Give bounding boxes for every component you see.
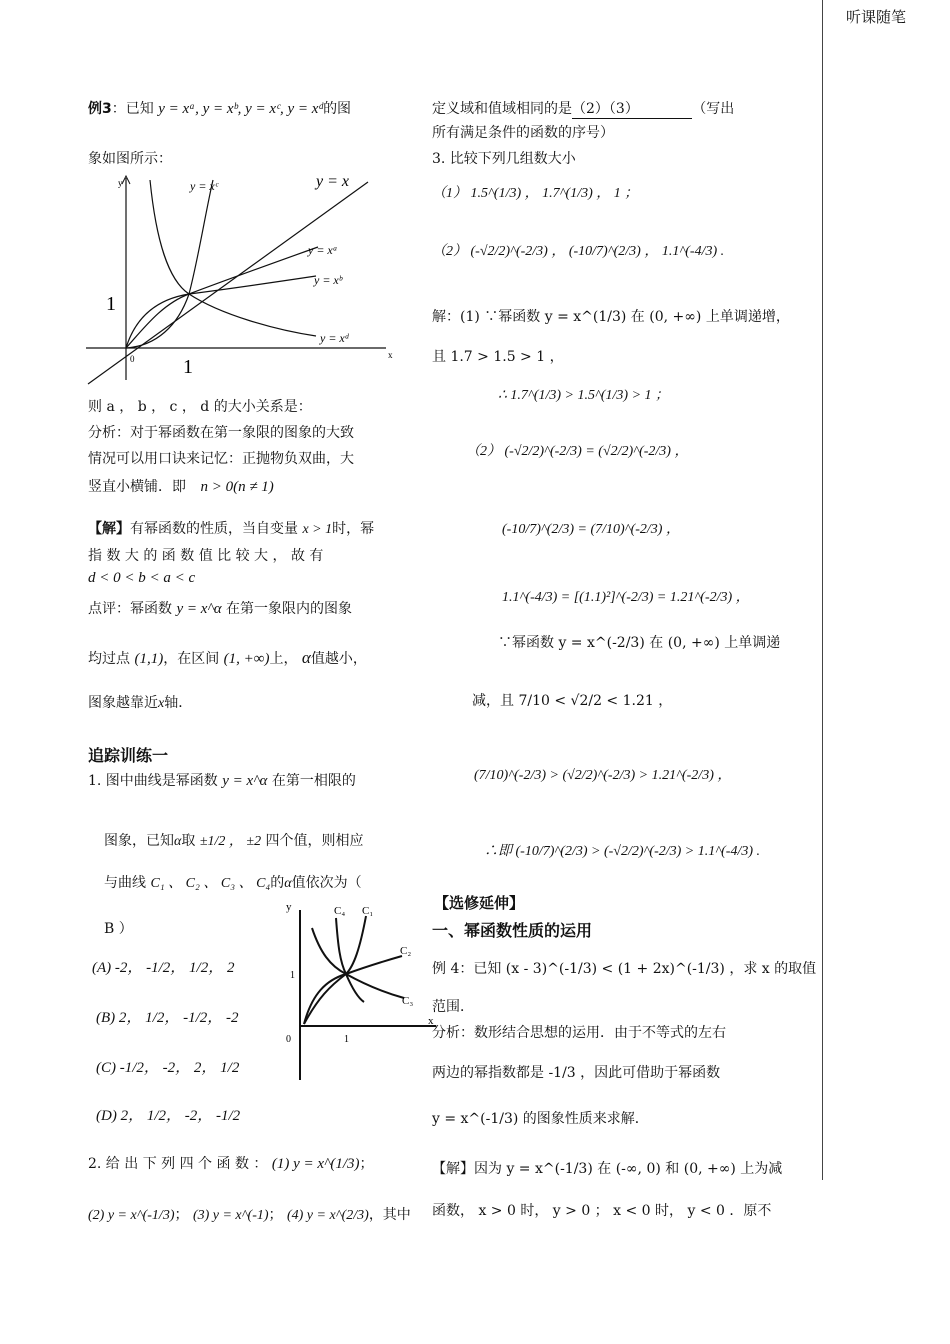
q3-solution-1: 解：(1) ∵幂函数 y = x^(1/3) 在 (0, +∞) 上单调递增， <box>432 309 790 325</box>
graph1-origin: 0 <box>130 354 135 364</box>
graph2-tick-y: 1 <box>290 970 295 981</box>
curve-a <box>126 247 318 348</box>
example4-solution-1: 【解】因为 y = x^(-1/3) 在 (-∞, 0) 和 (0, +∞) 上为减 <box>432 1161 783 1177</box>
q1-answer: B ） <box>104 921 133 937</box>
curve-c3 <box>312 928 404 998</box>
option-c: (C) -1/2， -2， 2， 1/2 <box>96 1060 240 1076</box>
example4-line2: 范围． <box>432 999 474 1015</box>
graph2-y-label: y <box>286 901 292 913</box>
label-curve-d: y = xᵈ <box>320 331 349 345</box>
example4-analysis-2: 两边的幂指数都是 -1/3 ，因此可借助于幂函数 <box>432 1065 721 1081</box>
example3-label: 例3 <box>88 101 112 117</box>
q2-continuation-line2: 所有满足条件的函数的序号） <box>432 125 614 141</box>
solution-line2: 指 数 大 的 函 数 值 比 较 大 ， 故 有 <box>88 548 324 564</box>
q3-solution-4: （2） (-√2/2)^(-2/3) = (√2/2)^(-2/3) ， <box>466 444 689 459</box>
label-curve-linear: y = x <box>316 173 349 190</box>
analysis-line1: 分析：对于幂函数在第一象限的图象的大致 <box>88 425 354 441</box>
label-curve-b: y = xᵇ <box>314 273 342 287</box>
label-curve-a: y = xᵃ <box>308 243 338 257</box>
q3-solution-10: ∴即 (-10/7)^(2/3) > (-√2/2)^(-2/3) > 1.1^(-4/3) . <box>484 844 761 859</box>
analysis-line2: 情况可以用口诀来记忆：正抛物负双曲，大 <box>88 451 354 467</box>
q3-part1: （1） 1.5^(1/3) ， 1.7^(1/3) ， 1 ； <box>432 186 639 201</box>
q3-solution-2: 且 1.7 > 1.5 > 1 ， <box>432 349 564 365</box>
comment-line1: 点评：幂函数 y = x^α 在第一象限内的图象 <box>88 601 353 617</box>
analysis-line3: 竖直小横铺．即 n > 0(n ≠ 1) <box>88 479 274 495</box>
q3-solution-3: ∴ 1.7^(1/3) > 1.5^(1/3) > 1 ； <box>498 388 670 403</box>
example4-analysis-1: 分析：数形结合思想的运用．由于不等式的左右 <box>432 1025 726 1041</box>
extension-heading: 【选修延伸】 <box>434 894 525 912</box>
q3-heading: 3. 比较下列几组数大小 <box>432 151 576 167</box>
comment-line2: 均过点 (1,1)，在区间 (1, +∞)上， α值越小， <box>88 648 367 667</box>
q1-line2: 图象，已知α取 ±1/2 ， ±2 四个值，则相应 <box>104 833 364 849</box>
sidebar-title: 听课随笔 <box>846 8 907 26</box>
q1-line1: 1. 图中曲线是幂函数 y = x^α 在第一相限的 <box>88 773 356 789</box>
sidebar-divider <box>822 0 823 1180</box>
label-c3: C₃ <box>402 995 414 1007</box>
option-b: (B) 2， 1/2， -1/2， -2 <box>96 1010 239 1026</box>
analysis-condition: n > 0(n ≠ 1) <box>200 479 274 495</box>
solution-line1: 【解】有幂函数的性质，当自变量 x > 1时，幂 <box>88 521 375 537</box>
graph2-origin: 0 <box>286 1034 291 1045</box>
graph1-x-label: x <box>388 350 393 360</box>
q3-part2: （2） (-√2/2)^(-2/3) ， (-10/7)^(2/3) ， 1.1^(-4/3) . <box>432 244 725 259</box>
solution-result: d < 0 < b < a < c <box>88 570 196 586</box>
graph1-y-label: y <box>118 178 123 188</box>
example3-question: 则 a ， b ， c ， d 的大小关系是： <box>88 399 312 415</box>
q3-solution-8: 减，且 7/10 < √2/2 < 1.21 ， <box>472 693 673 709</box>
option-d: (D) 2， 1/2， -2， -1/2 <box>96 1108 241 1124</box>
comment-line3: 图象越靠近x轴． <box>88 695 193 711</box>
q2-line1: 2. 给 出 下 列 四 个 函 数 ： (1) y = x^(1/3)； <box>88 1156 374 1172</box>
solution-label: 【解】 <box>88 521 130 537</box>
q3-solution-9: (7/10)^(-2/3) > (√2/2)^(-2/3) > 1.21^(-2/3) ， <box>474 768 732 783</box>
q2-continuation-line1: 定义域和值域相同的是（2）（3） （写出 <box>432 98 734 119</box>
curve-d <box>150 180 316 336</box>
example4-line1: 例 4：已知 (x - 3)^(-1/3) < (1 + 2x)^(-1/3) ，求 x 的取值 <box>432 961 817 977</box>
example3-functions: y = xᵃ, y = xᵇ, y = xᶜ, y = xᵈ <box>158 101 324 117</box>
example4-solution-2: 函数， x > 0 时， y > 0 ； x < 0 时， y < 0 ．原不 <box>432 1203 772 1219</box>
label-c4: C₄ <box>334 905 346 917</box>
example3-line1: 例3：已知 y = xᵃ, y = xᵇ, y = xᶜ, y = xᵈ的图 <box>88 101 352 117</box>
curve-b <box>126 276 316 348</box>
example3-line2: 象如图所示： <box>88 151 172 167</box>
power-function-graph <box>86 170 404 388</box>
q3-solution-5: (-10/7)^(2/3) = (7/10)^(-2/3) ， <box>502 522 680 537</box>
label-c1: C₁ <box>362 905 374 917</box>
graph2-tick-x: 1 <box>344 1034 349 1045</box>
q2-answer-blank: （2）（3） <box>572 98 692 119</box>
q3-solution-6: 1.1^(-4/3) = [(1.1)²]^(-2/3) = 1.21^(-2/3) ， <box>502 590 750 605</box>
option-a: (A) -2， -1/2， 1/2， 2 <box>92 960 235 976</box>
graph1-tick-x: 1 <box>183 356 193 378</box>
label-c2: C₂ <box>400 945 412 957</box>
curve-c4 <box>336 918 364 1002</box>
example4-analysis-3: y = x^(-1/3) 的图象性质来求解． <box>432 1111 649 1127</box>
graph1-tick-y: 1 <box>106 293 116 315</box>
curves-c1-c4-graph <box>278 898 438 1086</box>
q2-line2: (2) y = x^(-1/3)； (3) y = x^(-1)； (4) y = x^(2/3)，其中 <box>88 1207 411 1223</box>
q1-line3: 与曲线 C₁ 、 C₂ 、 C₃ 、 C₄的α值依次为（ <box>104 875 362 891</box>
graph2-x-label: x <box>428 1015 434 1027</box>
label-curve-c: y = xᶜ <box>190 179 218 193</box>
extension-subheading: 一、幂函数性质的运用 <box>432 921 593 940</box>
track-training-heading: 追踪训练一 <box>88 746 169 765</box>
q3-solution-7: ∵幂函数 y = x^(-2/3) 在 (0, +∞) 上单调递 <box>498 635 781 651</box>
